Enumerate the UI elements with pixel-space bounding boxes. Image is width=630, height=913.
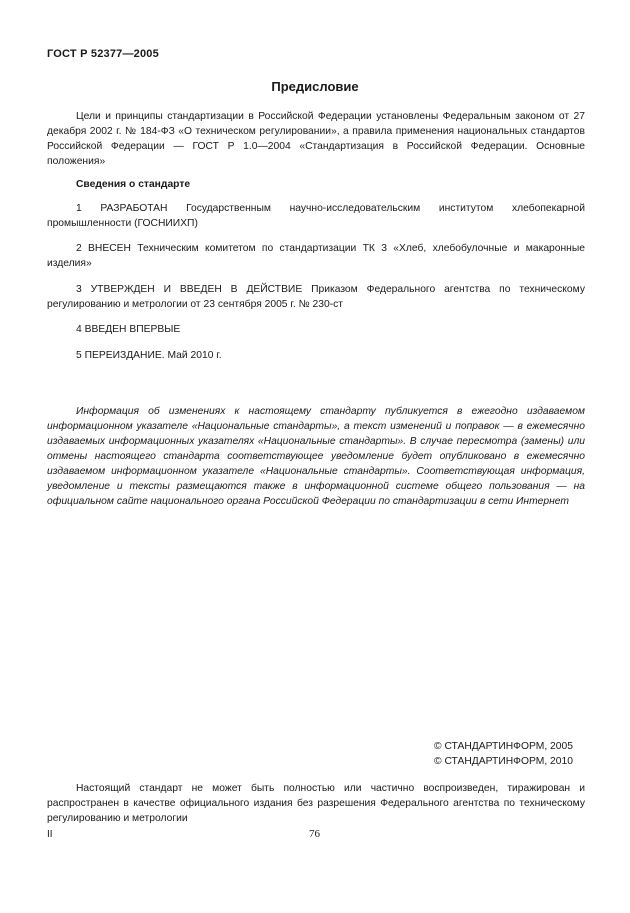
item-reissue: 5 ПЕРЕИЗДАНИЕ. Май 2010 г.	[76, 350, 222, 361]
roman-page-number: II	[47, 829, 53, 840]
page-number: 76	[309, 828, 320, 840]
item-first-introduced: 4 ВВЕДЕН ВПЕРВЫЕ	[76, 324, 181, 335]
intro-paragraph: Цели и принципы стандартизации в Российской Федерации установлены Федеральным законом от 27 декабря 2002 г. № 184-ФЗ «О техническом регулировании», а правила применения национальных стандартов Российской Федерации — ГОСТ Р 1.0—2004 «Стандартизация в Российской Федерации. Основные положения»	[47, 111, 585, 167]
item-introduced: 2 ВНЕСЕН Техническим комитетом по стандартизации ТК 3 «Хлеб, хлебобулочные и макаронные изделия»	[47, 243, 585, 269]
notice-paragraph: Информация об изменениях к настоящему стандарту публикуется в ежегодно издаваемом информационном указателе «Национальные стандарты», а текст изменений и поправок — в ежемесячно издаваемых информационных указателях «Национальные стандарты». В случае пересмотра (замены) или отмены настоящего стандарта соответствующее уведомление будет опубликовано в ежемесячно издаваемом информационном указателе «Национальные стандарты». Соответствующая информация, уведомление и тексты размещаются также в информационной системе общего пользования — на официальном сайте национального органа Российской Федерации по стандартизации в сети Интернет	[47, 406, 585, 507]
page-title-text: Предисловие	[271, 79, 359, 94]
copyright-2005: © СТАНДАРТИНФОРМ, 2005	[434, 741, 573, 752]
page-title	[0, 79, 630, 94]
document-code: ГОСТ Р 52377—2005	[47, 48, 159, 60]
info-heading: Сведения о стандарте	[76, 179, 191, 190]
reproduction-notice: Настоящий стандарт не может быть полностью или частично воспроизведен, тиражирован и распространен в качестве официального издания без разрешения Федерального агентства по техническому регулированию и метрологии	[47, 783, 585, 824]
copyright-2010: © СТАНДАРТИНФОРМ, 2010	[434, 756, 573, 767]
item-developed: 1 РАЗРАБОТАН Государственным научно-исследовательским институтом хлебопекарной промышленности (ГОСНИИХП)	[47, 203, 585, 229]
item-approved: 3 УТВЕРЖДЕН И ВВЕДЕН В ДЕЙСТВИЕ Приказом Федерального агентства по техническому регулированию и метрологии от 23 сентября 2005 г. № 230-ст	[47, 284, 585, 310]
